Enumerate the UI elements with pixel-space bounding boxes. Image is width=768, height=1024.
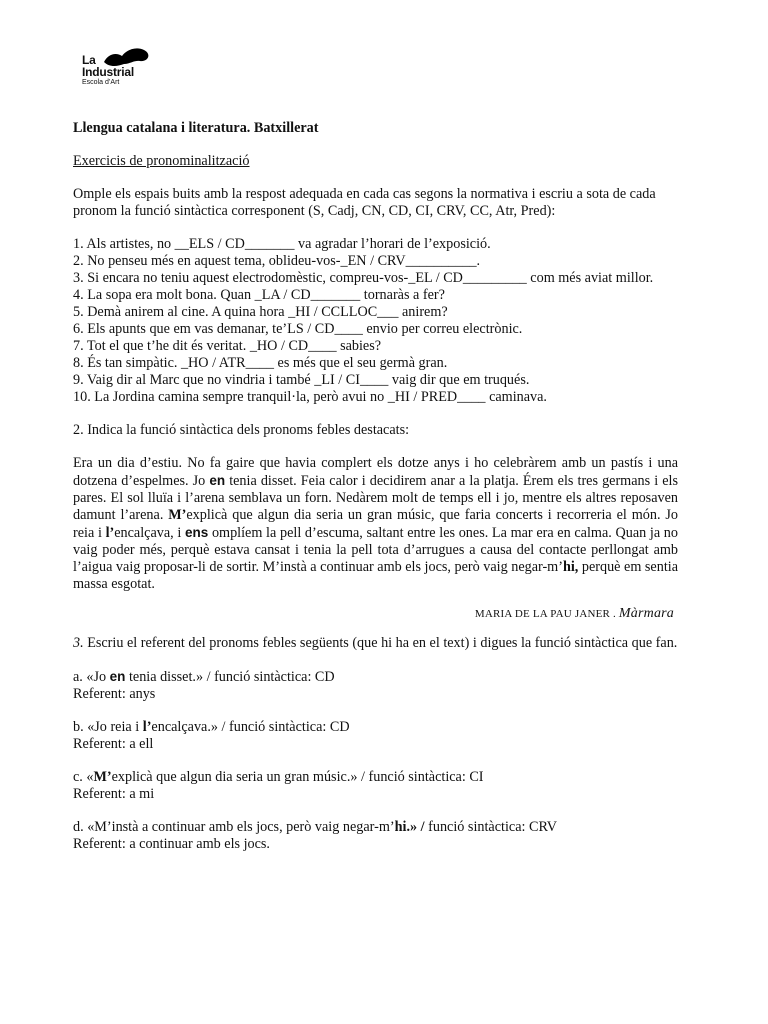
- answer-text: explicà que algun dia seria un gran músic.» / funció sintàctica: CI: [111, 769, 484, 785]
- highlighted-pronoun: l’: [105, 525, 115, 541]
- answer-pronoun: en: [109, 669, 126, 684]
- text-segment: explicà que algun dia seria un gran músic, que faria concerts i recorreria el món. Jo reia i: [73, 507, 678, 541]
- answer-d-line: [73, 819, 678, 836]
- school-logo: [82, 46, 162, 92]
- answer-c-line: [73, 769, 678, 786]
- answer-text: b. «Jo reia i: [73, 719, 143, 735]
- exercise-2-title: 2. Indica la funció sintàctica dels pronoms febles destacats:: [73, 422, 410, 438]
- answer-text: tenia disset.» / funció sintàctica: CD: [125, 669, 335, 685]
- answer-text: c. «: [73, 769, 94, 785]
- answer-c-referent: Referent: a mi: [73, 786, 155, 802]
- answer-a-line: [73, 668, 678, 686]
- exercise-item: 9. Vaig dir al Marc que no vindria i també _LI / CI____ vaig dir que em truqués.: [73, 372, 530, 388]
- answer-b-referent: Referent: a ell: [73, 736, 154, 752]
- exercise-item: 1. Als artistes, no __ELS / CD_______ va agradar l’horari de l’exposició.: [73, 236, 491, 252]
- attribution: [73, 605, 678, 623]
- answer-text: d. «M’instà a continuar amb els jocs, però vaig negar-m’: [73, 819, 395, 835]
- exercise-item: 2. No penseu més en aquest tema, oblideu-vos-_EN / CRV__________.: [73, 253, 481, 269]
- exercise-item: 7. Tot el que t’he dit és veritat. _HO / CD____ sabies?: [73, 338, 382, 354]
- book-title: Màrmara: [618, 606, 674, 621]
- exercise-3-title: [73, 635, 678, 652]
- answer-pronoun: M’: [93, 769, 112, 785]
- exercise-item: 6. Els apunts que em vas demanar, te’LS / CD____ envio per correu electrònic.: [73, 321, 523, 337]
- author-name: MARIA DE LA PAU JANER: [474, 608, 611, 620]
- highlighted-pronoun: M’: [168, 507, 187, 523]
- exercise-3-number: 3.: [73, 635, 84, 651]
- highlighted-pronoun: ens: [185, 525, 209, 540]
- reading-text: [73, 455, 678, 593]
- highlighted-pronoun: hi,: [562, 559, 579, 575]
- highlighted-pronoun: en: [209, 473, 226, 488]
- logo-line-3: Escola d’Art: [82, 79, 120, 86]
- page-title: Llengua catalana i literatura. Batxillerat: [73, 120, 319, 136]
- section-title: Exercicis de pronominalització: [73, 153, 250, 169]
- answer-text: funció sintàctica: CRV: [424, 819, 558, 835]
- text-segment: Era un dia d’estiu. No fa gaire que havia complert els dotze anys i ho celebràrem amb un pastís i una dotzena d’espelmes. Jo: [73, 455, 678, 489]
- answer-pronoun: l’: [142, 719, 152, 735]
- text-segment: perquè em sentia massa esgotat.: [73, 559, 678, 592]
- exercise-3-text: Escriu el referent del pronoms febles següents (que hi ha en el text) i digues la funció sintàctica que fan.: [83, 635, 678, 651]
- answer-text: encalçava.» / funció sintàctica: CD: [151, 719, 350, 735]
- logo-line-2: Industrial: [82, 65, 135, 79]
- exercise-item: 5. Demà anirem al cine. A quina hora _HI / CCLLOC___ anirem?: [73, 304, 448, 320]
- exercise-item: 10. La Jordina camina sempre tranquil·la, però avui no _HI / PRED____ caminava.: [73, 389, 547, 405]
- answer-d-referent: Referent: a continuar amb els jocs.: [73, 836, 270, 852]
- text-segment: omplíem la pell d’escuma, saltant entre les ones. La mar era en calma. Quan ja no vaig poder més, perquè estava cansat i tenia la pell tota d’arrugues a causa del contacte perllongat amb l’aigua vaig proposar-li de sortir. M’instà a continuar amb els jocs, però vaig negar-m’: [73, 525, 678, 575]
- answer-b-line: [73, 719, 678, 736]
- text-segment: tenia disset. Feia calor i decidirem anar a la platja. Érem els tres germans i els pares. El sol lluïa i l’arena semblava un forn. Nedàrem molt de temps ell i jo, mentre els altres reposaven damunt l’arena.: [73, 473, 678, 523]
- attribution-separator: .: [610, 608, 619, 620]
- text-segment: encalçava, i: [114, 525, 185, 541]
- exercise-item: 3. Si encara no teniu aquest electrodomèstic, compreu-vos-_EL / CD_________ com més aviat millor.: [73, 270, 654, 286]
- exercise-item: 4. La sopa era molt bona. Quan _LA / CD_______ tornaràs a fer?: [73, 287, 445, 303]
- answer-pronoun: hi.»: [394, 819, 418, 835]
- exercise-item: 8. És tan simpàtic. _HO / ATR____ es més que el seu germà gran.: [73, 355, 448, 371]
- logo-line-1: La: [82, 53, 96, 67]
- exercise-1-list: [73, 236, 678, 406]
- instructions: Omple els espais buits amb la respost adequada en cada cas segons la normativa i escriu a sota de cada pronom la funció sintàctica corresponent (S, Cadj, CN, CD, CI, CRV, CC, Atr, Pred):: [73, 186, 656, 219]
- document-body: [73, 120, 678, 853]
- answer-a-referent: Referent: anys: [73, 686, 156, 702]
- answer-separator: /: [417, 819, 425, 835]
- answer-text: a. «Jo: [73, 669, 110, 685]
